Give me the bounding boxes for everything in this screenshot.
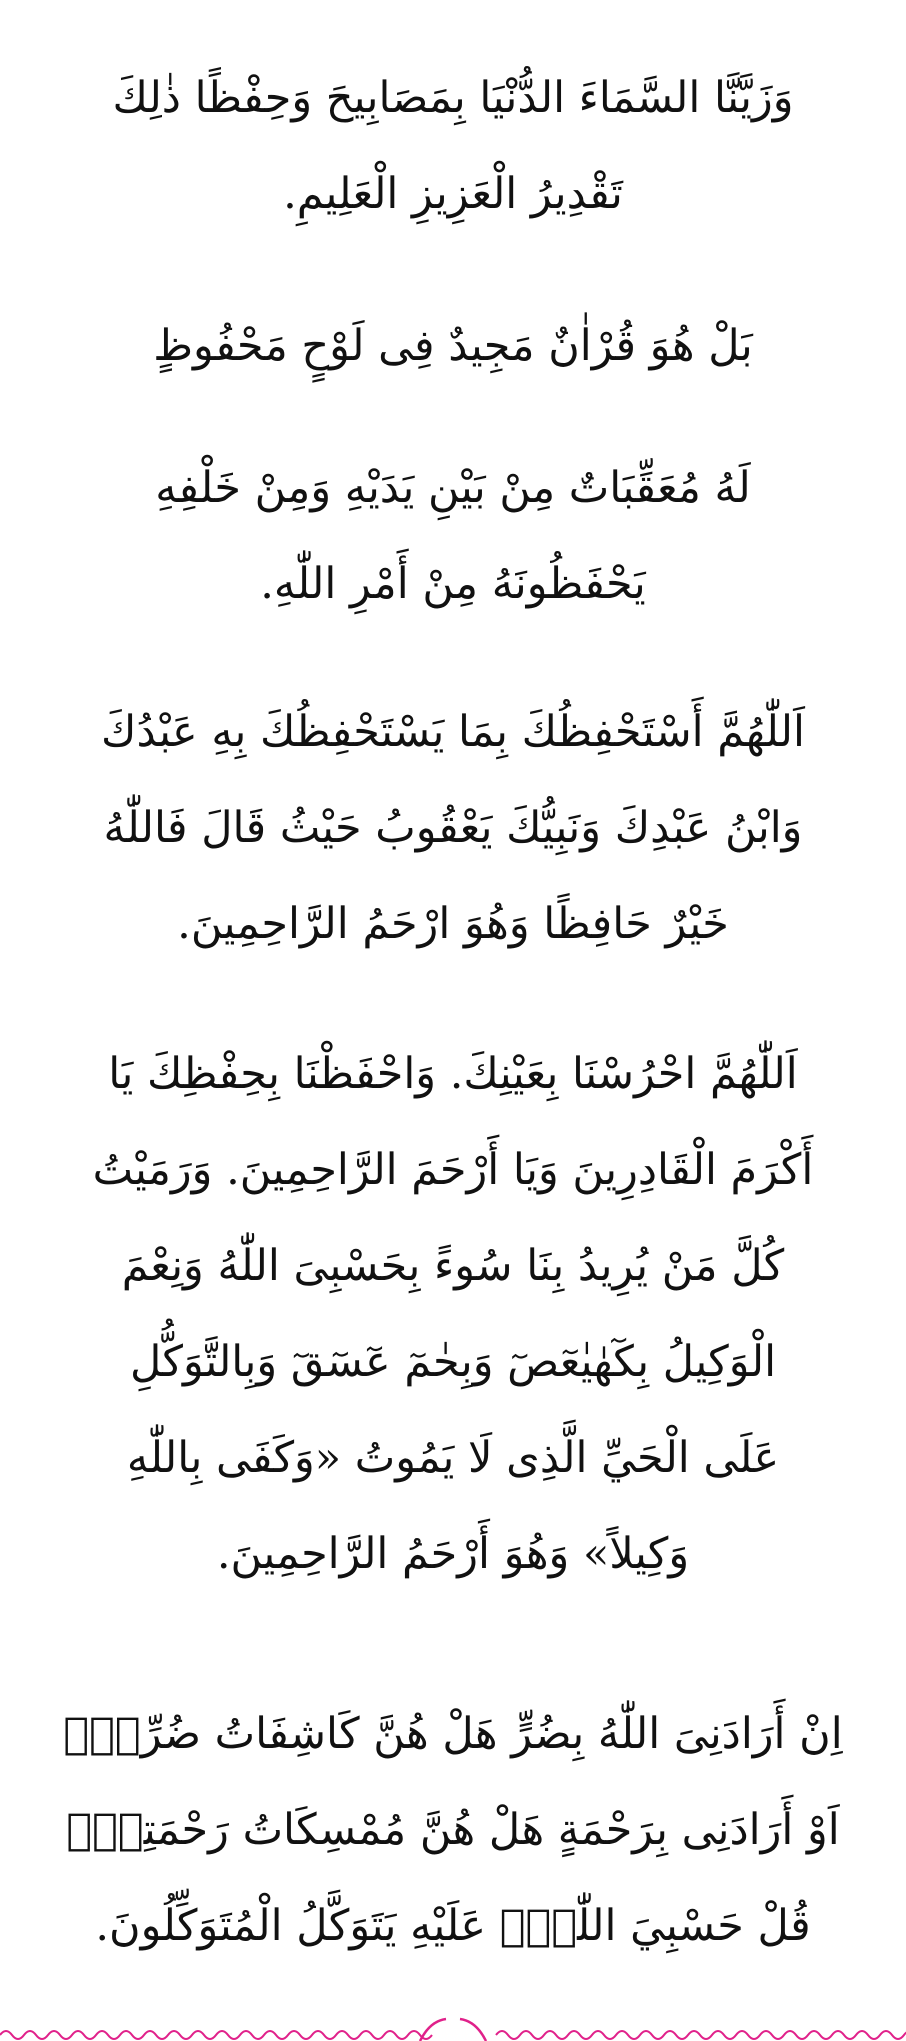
text-line: وَابْنُ عَبْدِكَ وَنَبِيُّكَ يَعْقُوبُ حَيْثُ قَالَ فَاللّٰهُ bbox=[103, 803, 803, 853]
text-line: اَللّٰهُمَّ أَسْتَحْفِظُكَ بِمَا يَسْتَحْفِظُكَ بِهِ عَبْدُكَ bbox=[101, 707, 805, 757]
text-line: تَقْدِيرُ الْعَزِيزِ الْعَلِيمِ. bbox=[283, 169, 623, 219]
text-line: اِنْ أَرَادَنِىَ اللّٰهُ بِضُرٍّ هَلْ هُنَّ كَاشِفَاتُ ضُرِّهٖٓ bbox=[63, 1709, 843, 1759]
verse-paragraph-1 bbox=[40, 50, 866, 242]
verse-paragraph-2 bbox=[40, 298, 866, 394]
verse-paragraph-4 bbox=[40, 1686, 866, 1974]
text-line: وَزَيَّنَّا السَّمَاءَ الدُّنْيَا بِمَصَابِيحَ وَحِفْظًا ذٰلِكَ bbox=[112, 73, 794, 123]
text-line: لَهُ مُعَقِّبَاتٌ مِنْ بَيْنِ يَدَيْهِ وَمِنْ خَلْفِهِ bbox=[155, 463, 751, 513]
prayer-paragraph-2 bbox=[40, 1026, 866, 1602]
text-line: خَيْرٌ حَافِظًا وَهُوَ ارْحَمُ الرَّاحِمِينَ. bbox=[177, 899, 729, 949]
text-line: الْوَكِيلُ بِكٓهٰيٰعٓصٓ وَبِحٰمٓ عٓسٓقٓ وَبِالتَّوَكُّلِ bbox=[129, 1337, 777, 1387]
text-line: اَوْ أَرَادَنِى بِرَحْمَةٍ هَلْ هُنَّ مُمْسِكَاتُ رَحْمَتِهٖۜ bbox=[66, 1805, 840, 1855]
text-line: يَحْفَظُونَهُ مِنْ أَمْرِ اللّٰهِ. bbox=[260, 559, 646, 609]
text-line: اَللّٰهُمَّ احْرُسْنَا بِعَيْنِكَ. وَاحْفَظْنَا بِحِفْظِكَ يَا bbox=[108, 1049, 798, 1099]
decorative-border bbox=[0, 2017, 906, 2041]
text-line: عَلَى الْحَيِّ الَّذِى لَا يَمُوتُ «وَكَفَى بِاللّٰهِ bbox=[126, 1433, 780, 1483]
text-line: كُلَّ مَنْ يُرِيدُ بِنَا سُوءً بِحَسْبِىَ اللّٰهُ وَنِعْمَ bbox=[121, 1241, 785, 1291]
border-wave bbox=[0, 2031, 432, 2039]
border-wave bbox=[496, 2031, 906, 2039]
text-line: وَكِيلاً» وَهُوَ أَرْحَمُ الرَّاحِمِينَ. bbox=[216, 1529, 690, 1579]
text-line: أَكْرَمَ الْقَادِرِينَ وَيَا أَرْحَمَ الرَّاحِمِينَ. وَرَمَيْتُ bbox=[92, 1145, 814, 1195]
text-line: قُلْ حَسْبِيَ اللّٰهُۜ عَلَيْهِ يَتَوَكَّلُ الْمُتَوَكِّلُونَ. bbox=[95, 1901, 811, 1951]
verse-paragraph-3 bbox=[40, 440, 866, 632]
prayer-paragraph-1 bbox=[40, 684, 866, 972]
text-line: بَلْ هُوَ قُرْاٰنٌ مَجِيدٌ فِى لَوْحٍ مَحْفُوظٍ bbox=[153, 321, 753, 371]
